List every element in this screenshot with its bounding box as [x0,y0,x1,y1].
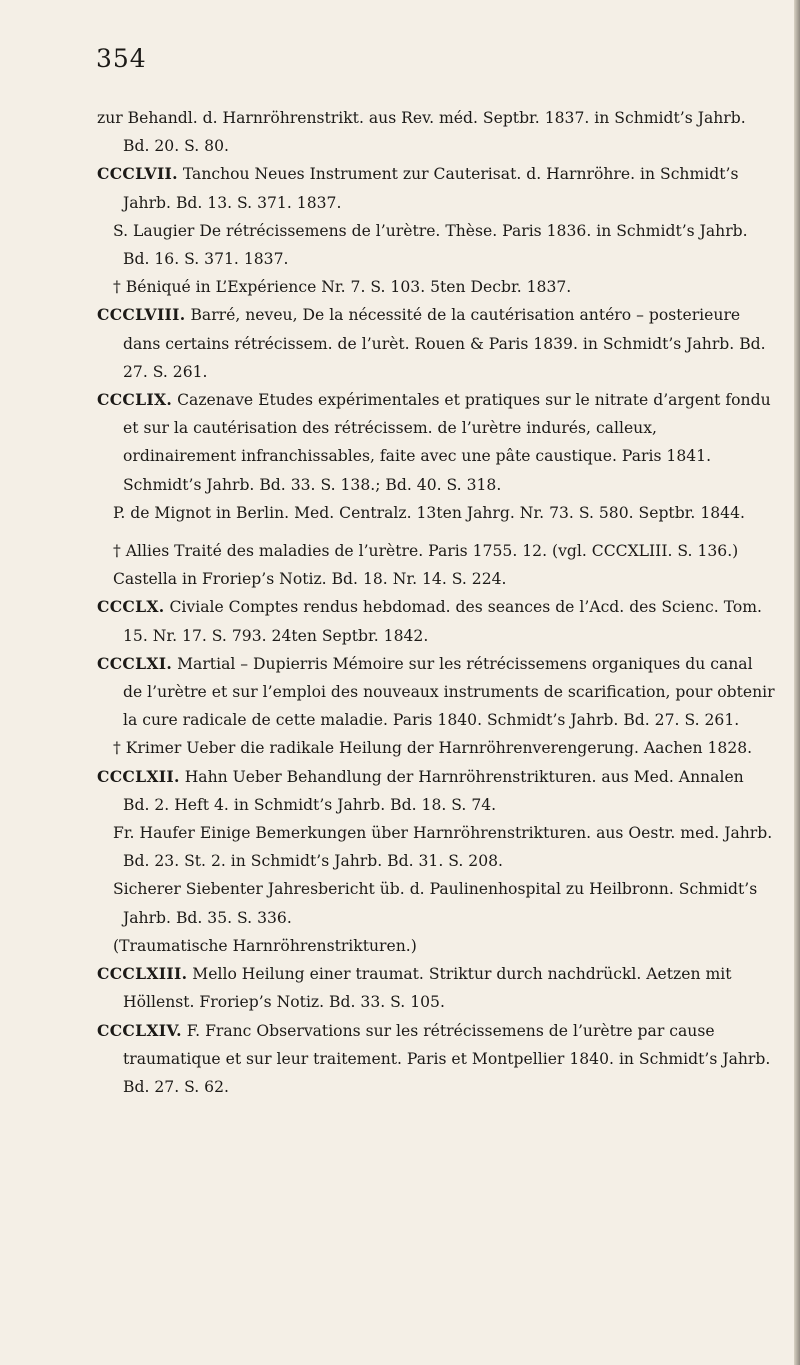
entry-text: Civiale Comptes rendus hebdomad. des seances de l’Acd. des Scienc. Tom. 15. Nr. 17. S. 793. 24ten Septbr. 1842. [123,598,763,645]
bibliography-entry [97,960,775,1016]
sub-reference [97,565,775,593]
entry-number: CCCLIX. [97,390,173,410]
bibliography-text [97,104,775,1101]
entry-text: (Traumatische Harnröhrenstrikturen.) [113,936,417,955]
page-number: 354 [96,44,147,73]
entry-number: CCCLX. [97,597,165,617]
sub-reference [97,875,775,931]
bibliography-entry [97,593,775,649]
entry-text: Mello Heilung einer traumat. Striktur durch nachdrückl. Aetzen mit Höllenst. Froriep’s Notiz. Bd. 33. S. 105. [123,965,732,1012]
entry-number: CCCLXI. [97,653,173,673]
entry-continuation [97,104,775,160]
section-gap [97,527,775,537]
sub-reference [97,217,775,273]
entry-text: Barré, neveu, De la nécessité de la cautérisation antéro – posterieure dans certains rétrécissem. de l’urèt. Rouen & Paris 1839. in Schmidt’s Jahrb. Bd. 27. S. 261. [123,306,766,381]
sub-reference [97,499,775,527]
entry-number: CCCLXIV. [97,1020,182,1040]
entry-text: Tanchou Neues Instrument zur Cauterisat. d. Harnröhre. in Schmidt’s Jahrb. Bd. 13. S. 371. 1837. [123,165,739,212]
entry-text: Castella in Froriep’s Notiz. Bd. 18. Nr. 14. S. 224. [113,570,507,589]
entry-text: Cazenave Etudes expérimentales et pratiques sur le nitrate d’argent fondu et sur la cautérisation des rétrécissem. de l’urètre indurés, calleux, ordinairement infranchissables, faite avec une pâte caustique. Paris 1841. Schmidt’s Jahrb. Bd. 33. S. 138.; Bd. 40. S. 318. [123,391,771,494]
entry-number: CCCLXIII. [97,964,188,984]
bibliography-entry [97,650,775,735]
sub-reference [97,537,775,565]
bibliography-entry [97,763,775,819]
entry-text: † Krimer Ueber die radikale Heilung der Harnröhrenverengerung. Aachen 1828. [113,739,753,758]
entry-text: P. de Mignot in Berlin. Med. Centralz. 13ten Jahrg. Nr. 73. S. 580. Septbr. 1844. [113,503,745,522]
entry-number: CCCLVII. [97,164,178,184]
sub-reference [97,273,775,301]
entry-text: † Allies Traité des maladies de l’urètre. Paris 1755. 12. (vgl. CCCXLIII. S. 136.) [113,542,739,561]
sub-reference [97,932,775,960]
entry-text: F. Franc Observations sur les rétrécissemens de l’urètre par cause traumatique et sur leur traitement. Paris et Montpellier 1840. in Schmidt’s Jahrb. Bd. 27. S. 62. [123,1021,771,1096]
entry-text: Fr. Haufer Einige Bemerkungen über Harnröhrenstrikturen. aus Oestr. med. Jahrb. Bd. 23. St. 2. in Schmidt’s Jahrb. Bd. 31. S. 208. [113,824,773,871]
sub-reference [97,734,775,762]
entry-text: Sicherer Siebenter Jahresbericht üb. d. Paulinenhospital zu Heilbronn. Schmidt’s Jahrb. Bd. 35. S. 336. [113,880,758,927]
bibliography-entry [97,301,775,386]
bibliography-entry [97,1017,775,1102]
bibliography-entry [97,386,775,499]
entry-text: Hahn Ueber Behandlung der Harnröhrenstrikturen. aus Med. Annalen Bd. 2. Heft 4. in Schmidt’s Jahrb. Bd. 18. S. 74. [123,767,744,814]
entry-number: CCCLXII. [97,766,180,786]
entry-text: S. Laugier De rétrécissemens de l’urètre. Thèse. Paris 1836. in Schmidt’s Jahrb. Bd. 16. S. 371. 1837. [113,221,748,269]
entry-text: † Béniqué in L’Expérience Nr. 7. S. 103. 5ten Decbr. 1837. [113,278,572,297]
sub-reference [97,819,775,875]
entry-text: zur Behandl. d. Harnröhrenstrikt. aus Rev. méd. Septbr. 1837. in Schmidt’s Jahrb. Bd. 20. S. 80. [97,109,746,156]
page-edge [794,0,800,1365]
bibliography-entry [97,160,775,216]
entry-text: Martial – Dupierris Mémoire sur les rétrécissemens organiques du canal de l’urètre et sur l’emploi des nouveaux instruments de scarification, pour obtenir la cure radicale de cette maladie. Paris 1840. Schmidt’s Jahrb. Bd. 27. S. 261. [123,654,775,730]
entry-number: CCCLVIII. [97,305,186,325]
